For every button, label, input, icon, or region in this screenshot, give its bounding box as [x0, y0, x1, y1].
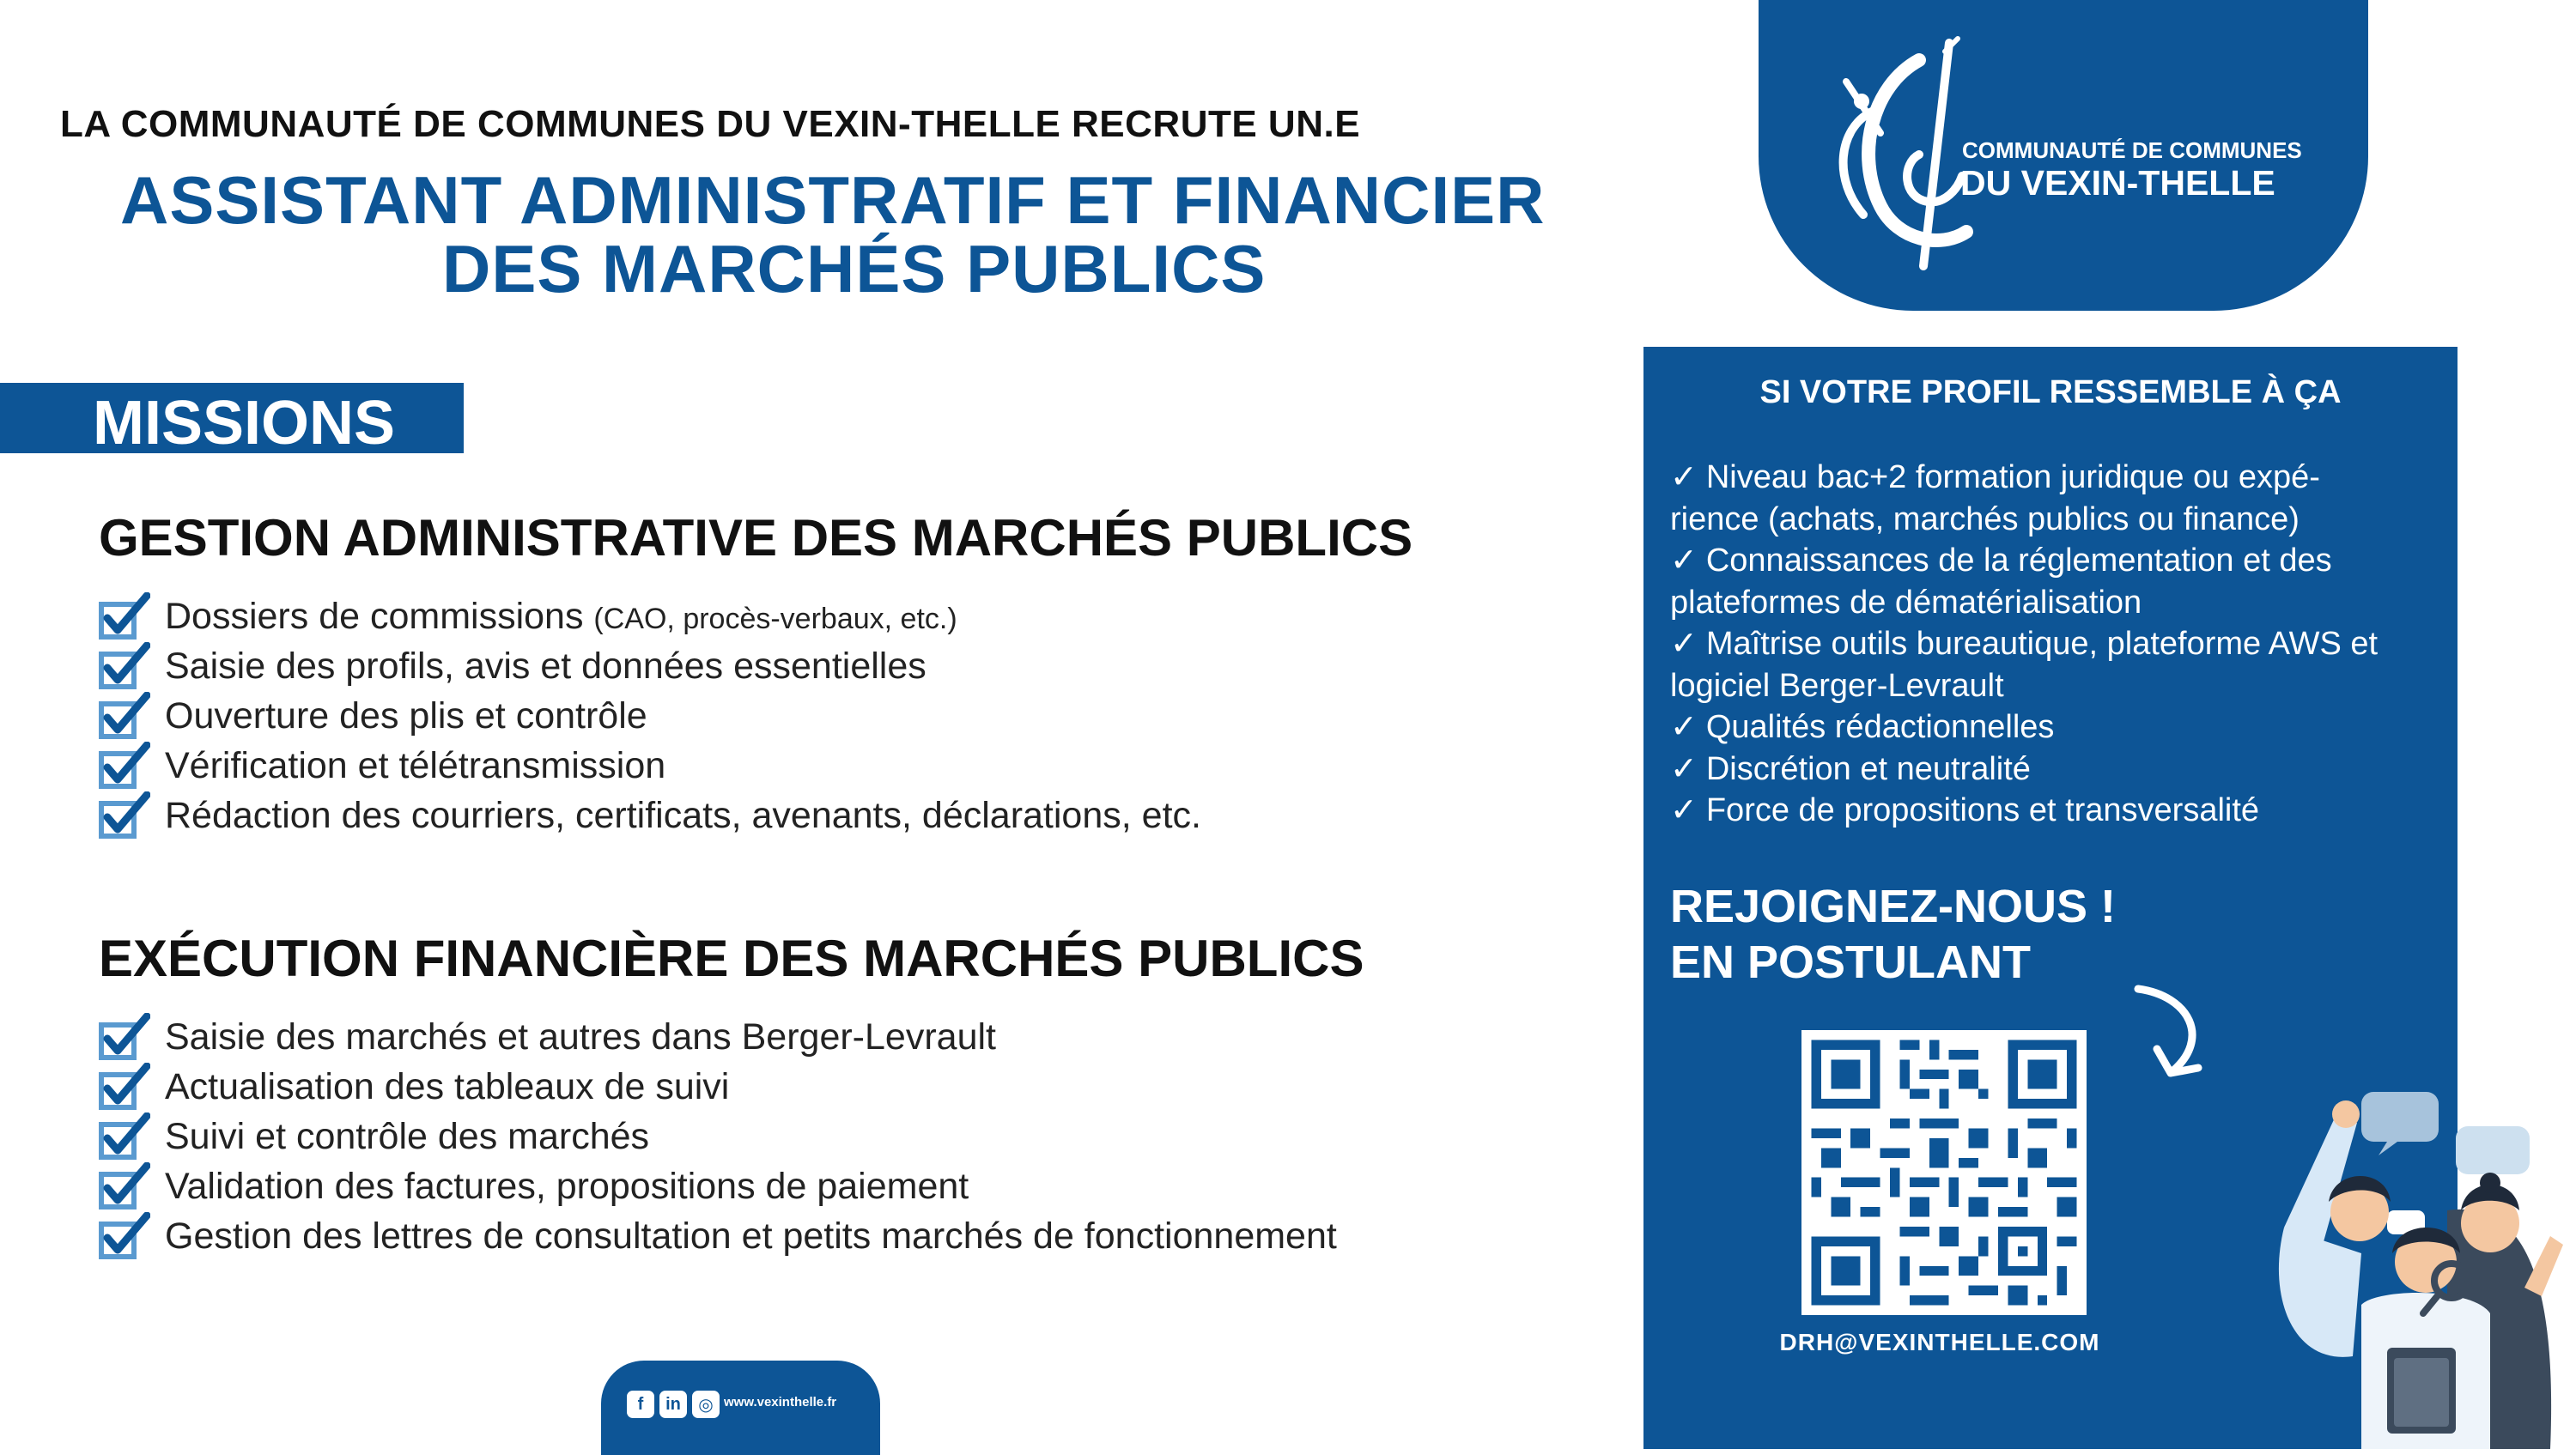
list-item-text: Saisie des profils, avis et données essentielles [165, 646, 927, 687]
profile-title: SI VOTRE PROFIL RESSEMBLE À ÇA [1759, 374, 2342, 410]
list-item: ✓ Force de propositions et transversalité [1670, 790, 2443, 832]
check-icon: ✓ [1670, 792, 1698, 828]
list-item-text: Ouverture des plis et contrôle [165, 695, 647, 737]
requirements-list [1670, 457, 2443, 832]
list-item-text: Gestion des lettres de consultation et petits marchés de fonctionnement [165, 1216, 1337, 1257]
list-item: ✓ Discrétion et neutralité [1670, 749, 2443, 791]
checkbox-checked-icon [99, 791, 150, 840]
social-icons [627, 1391, 720, 1420]
contact-email[interactable]: DRH@VEXINTHELLE.COM [1779, 1329, 2100, 1355]
list-item-text: Dossiers de commissions (CAO, procès-verbaux, etc.) [165, 596, 957, 637]
people-illustration [2233, 1082, 2576, 1449]
list-item-text: Vérification et télétransmission [165, 745, 666, 786]
checkbox-checked-icon [99, 692, 150, 740]
checkbox-checked-icon [99, 1212, 150, 1260]
cta-heading-line-2: EN POSTULANT [1670, 937, 2032, 988]
list-item: ✓ Connaissances de la réglementation et des plateformes de dématérialisation [1670, 540, 2443, 623]
list-item: ✓ Qualités rédactionnelles [1670, 706, 2443, 749]
qr-code[interactable] [1801, 1030, 2087, 1315]
website-link[interactable]: www.vexinthelle.fr [724, 1395, 837, 1410]
check-icon: ✓ [1670, 543, 1698, 579]
checkbox-checked-icon [99, 642, 150, 690]
job-title-line-1: ASSISTANT ADMINISTRATIF ET FINANCIER [120, 162, 1546, 238]
checkbox-checked-icon [99, 592, 150, 640]
recruit-heading: LA COMMUNAUTÉ DE COMMUNES DU VEXIN-THELLE RECRUTE UN.E [60, 103, 1361, 145]
check-icon: ✓ [1670, 459, 1698, 495]
checkbox-checked-icon [99, 742, 150, 790]
cta-heading-line-1: REJOIGNEZ-NOUS ! [1670, 881, 2117, 932]
list-item-text: Validation des factures, propositions de paiement [165, 1166, 969, 1207]
linkedin-icon[interactable]: in [659, 1391, 687, 1418]
section-title-financial: EXÉCUTION FINANCIÈRE DES MARCHÉS PUBLICS [99, 930, 1364, 987]
job-title-line-2: DES MARCHÉS PUBLICS [442, 231, 1267, 306]
checkbox-checked-icon [99, 1063, 150, 1111]
check-icon: ✓ [1670, 709, 1698, 745]
curved-arrow-icon [2121, 979, 2215, 1082]
checkbox-checked-icon [99, 1112, 150, 1161]
checkbox-checked-icon [99, 1162, 150, 1210]
list-item-text: Suivi et contrôle des marchés [165, 1116, 650, 1157]
logo-text-line-2: DU VEXIN-THELLE [1960, 163, 2275, 203]
list-item: ✓ Niveau bac+2 formation juridique ou expé- rience (achats, marchés publics ou finance) [1670, 457, 2443, 540]
checkbox-checked-icon [99, 1013, 150, 1061]
section-title-administrative: GESTION ADMINISTRATIVE DES MARCHÉS PUBLICS [99, 509, 1413, 567]
facebook-icon[interactable]: f [627, 1391, 654, 1418]
missions-label: MISSIONS [93, 389, 396, 458]
check-icon: ✓ [1670, 750, 1698, 787]
logo-text-line-1: COMMUNAUTÉ DE COMMUNES [1962, 137, 2302, 163]
list-item-text: Actualisation des tableaux de suivi [165, 1066, 730, 1107]
list-item-text: Saisie des marchés et autres dans Berger-Levrault [165, 1016, 996, 1058]
list-item: ✓ Maîtrise outils bureautique, plateforme AWS et logiciel Berger-Levrault [1670, 623, 2443, 706]
instagram-icon[interactable]: ◎ [692, 1391, 720, 1418]
list-item-text: Rédaction des courriers, certificats, avenants, déclarations, etc. [165, 795, 1201, 836]
check-icon: ✓ [1670, 626, 1698, 662]
